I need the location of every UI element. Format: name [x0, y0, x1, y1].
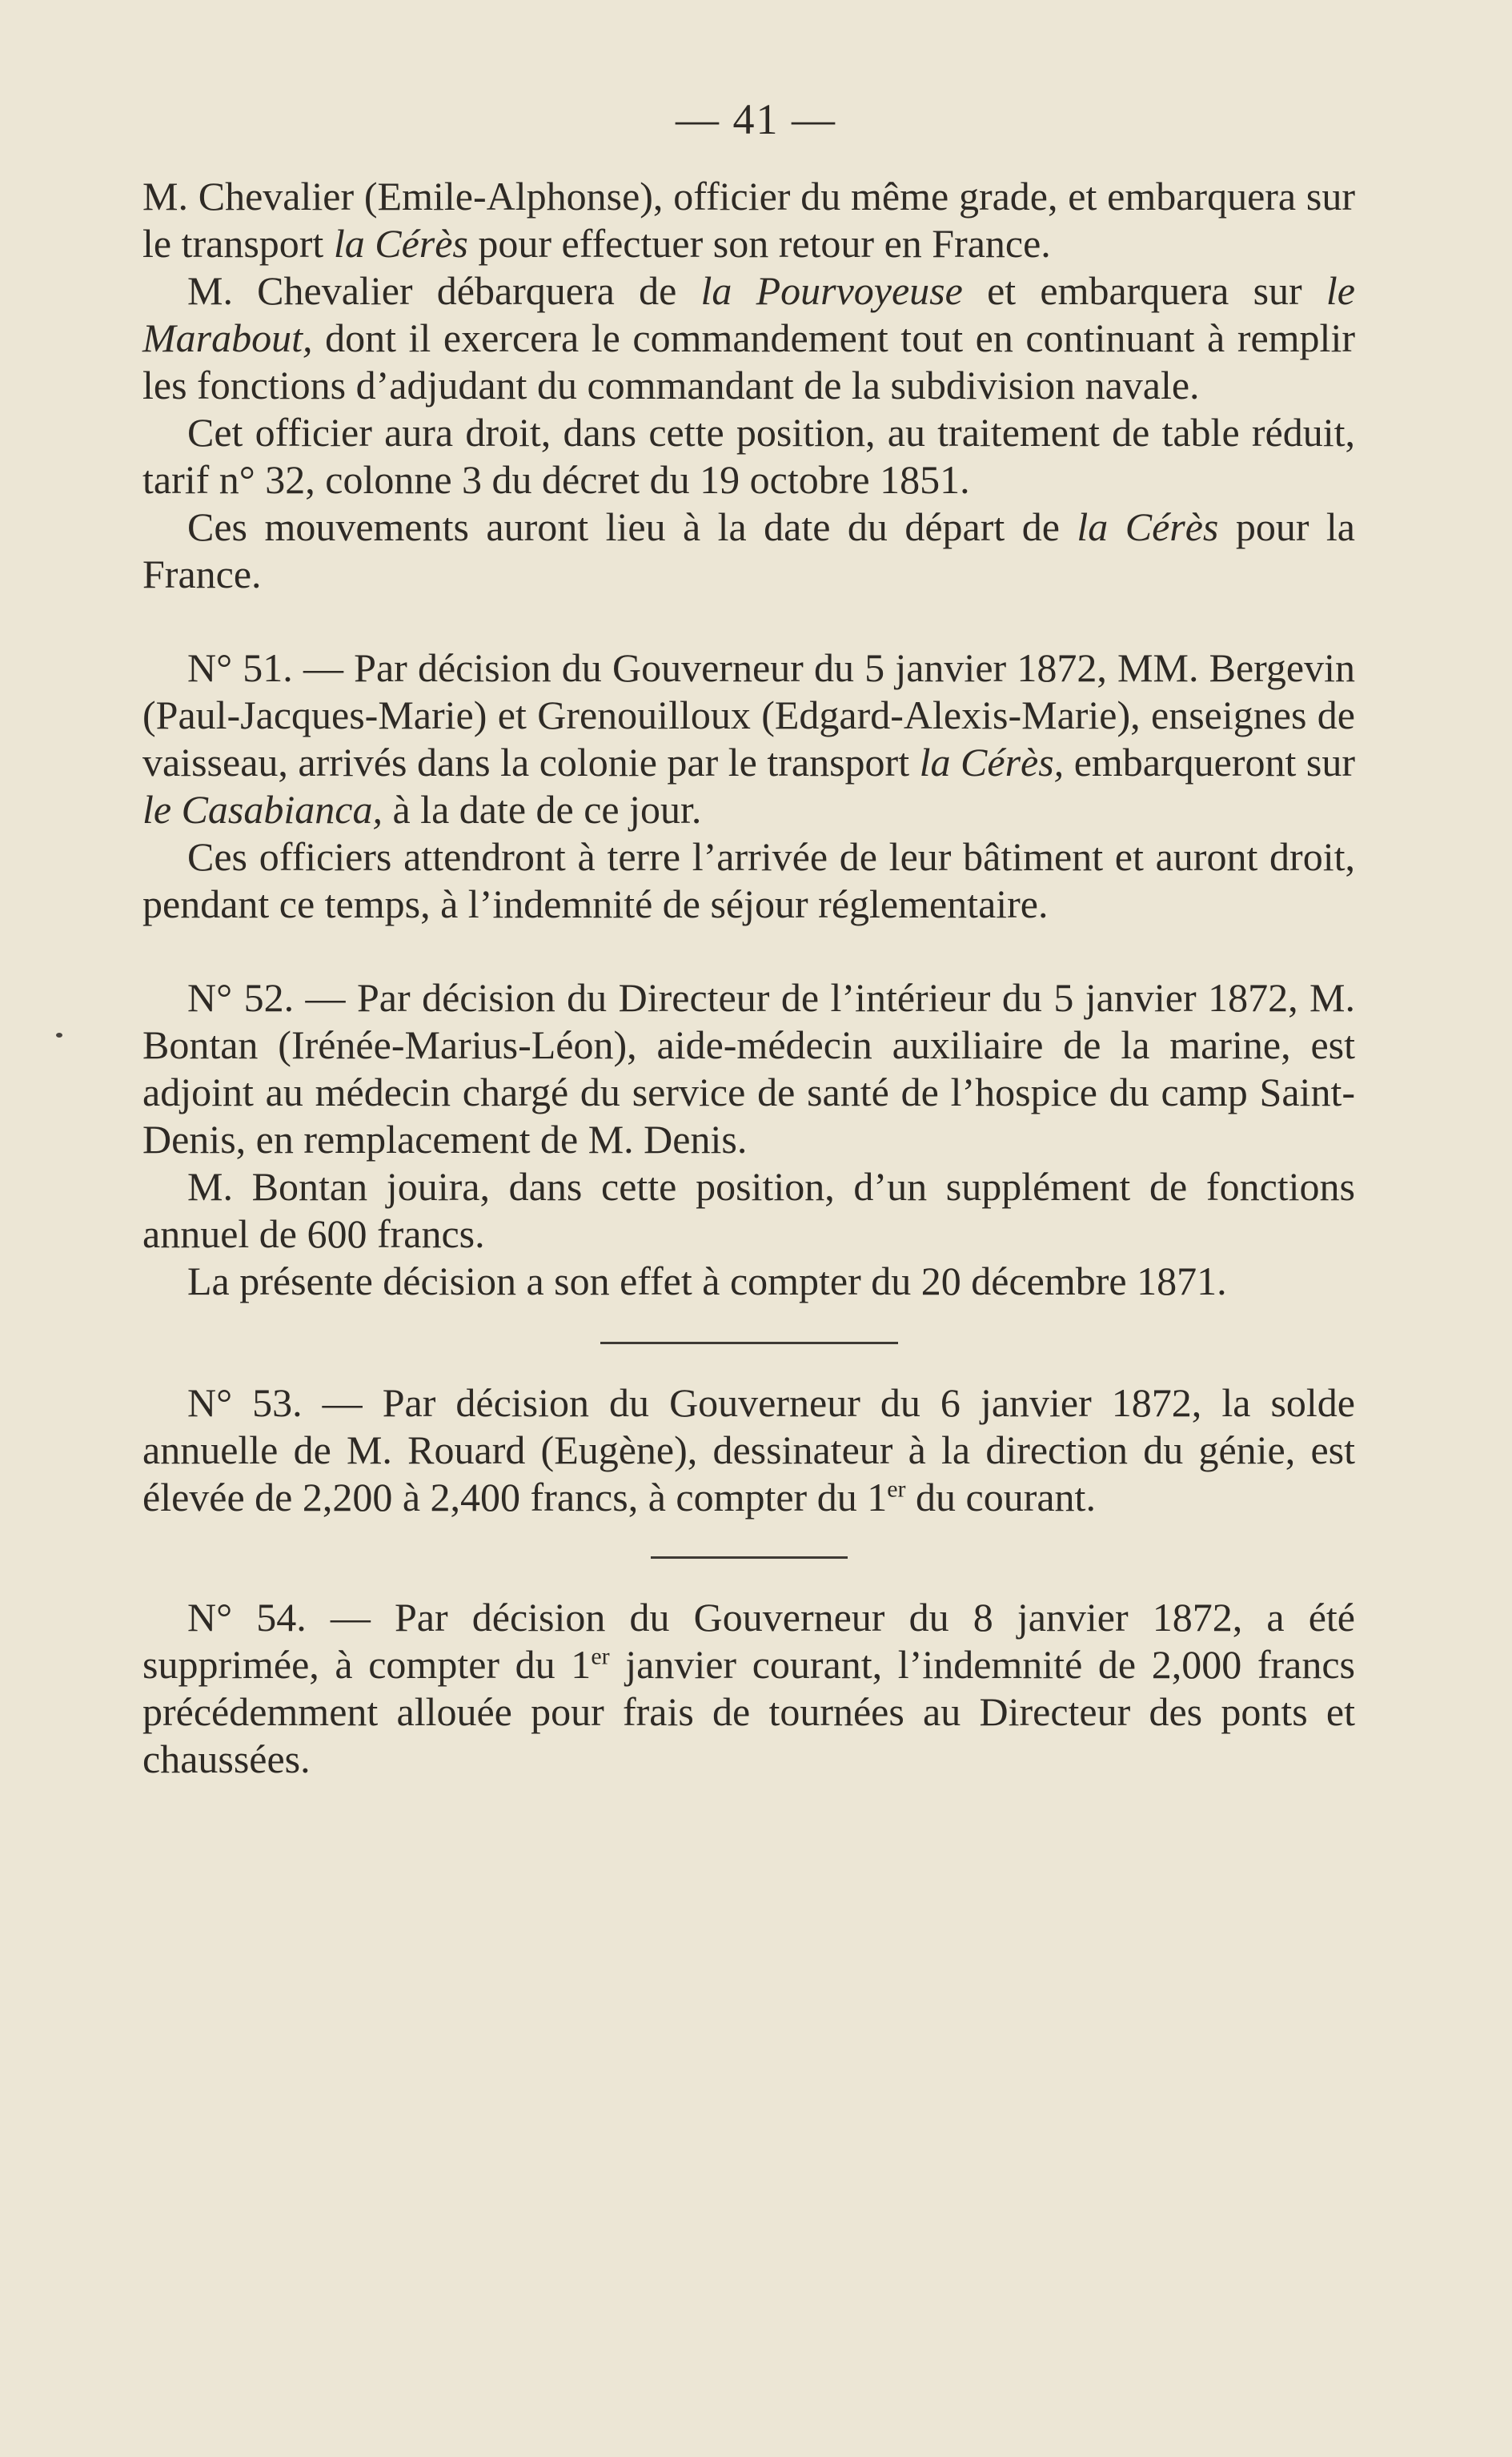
text-run: pour la France.	[142, 504, 1356, 596]
paragraph	[142, 267, 1355, 409]
italic-text: la Pourvoyeuse	[700, 268, 963, 313]
paragraph	[142, 409, 1355, 504]
text-run: M. Bontan jouira, dans cette position, d’un supplément de fonctions annuel de 600 francs.	[142, 1164, 1355, 1256]
italic-text: la Cérès,	[919, 740, 1065, 785]
superscript: er	[887, 1475, 906, 1503]
italic-text: le Casabianca,	[142, 787, 383, 832]
superscript: er	[591, 1643, 610, 1670]
text-run: janvier courant, l’indemnité de 2,000 francs précédemment allouée pour frais de tournées au Directeur des ponts et chaussées.	[142, 1642, 1355, 1781]
text-run: embarqueront sur	[1064, 740, 1355, 785]
paragraph	[142, 173, 1355, 267]
paragraph	[142, 1594, 1355, 1783]
paragraph	[142, 644, 1355, 833]
italic-text: le Marabout,	[142, 268, 1355, 360]
text-run: M. Chevalier (Emile-Alphonse), officier du même grade, et embarquera sur le transport	[142, 174, 1355, 266]
text-run: Cet officier aura droit, dans cette position, au traitement de table réduit, tarif n° 32, colonne 3 du décret du 19 octobre 1851.	[142, 410, 1355, 502]
paragraph	[142, 833, 1355, 928]
section-gap	[142, 928, 1355, 974]
paragraph	[142, 1379, 1355, 1521]
ink-spot	[56, 1033, 62, 1038]
text-run: N° 51. — Par décision du Gouverneur du 5 janvier 1872, MM. Bergevin (Paul-Jacques-Marie) et Grenouilloux (Edgard-Alexis-Marie), enseignes de vaisseau, arrivés dans la colonie par le transport	[142, 645, 1355, 785]
italic-text: la Cérès	[333, 221, 468, 266]
body-text	[142, 173, 1355, 1783]
text-run: Ces mouvements auront lieu à la date du départ de	[187, 504, 1077, 549]
text-run: du courant.	[905, 1475, 1096, 1520]
text-run: N° 52. — Par décision du Directeur de l’intérieur du 5 janvier 1872, M. Bontan (Irénée-Marius-Léon), aide-médecin auxiliaire de la marine, est adjoint au médecin chargé du service de santé de l’hospice du camp Saint-Denis, en remplacement de M. Denis.	[142, 975, 1355, 1162]
text-run: à la date de ce jour.	[382, 787, 702, 832]
text-run: N° 54. — Par décision du Gouverneur du 8 janvier 1872, a été supprimée, à compter du 1	[142, 1595, 1355, 1687]
page-number: — 41 —	[676, 95, 836, 143]
text-run: Ces officiers attendront à terre l’arrivée de leur bâtiment et auront droit, pendant ce temps, à l’indemnité de séjour réglementaire.	[142, 834, 1355, 926]
separator-rule	[651, 1556, 848, 1559]
text-run: et embarquera sur	[962, 268, 1326, 313]
paragraph	[142, 1163, 1355, 1258]
text-run: dont il exercera le commandement tout en continuant à remplir les fonctions d’adjudant du commandant de la subdivision navale.	[142, 315, 1355, 407]
section-gap	[142, 598, 1355, 644]
text-run: M. Chevalier débarquera de	[187, 268, 701, 313]
text-run: N° 53. — Par décision du Gouverneur du 6 janvier 1872, la solde annuelle de M. Rouard (Eugène), dessinateur à la direction du génie, est élevée de 2,200 à 2,400 francs, à compter du 1	[142, 1380, 1355, 1520]
paragraph	[142, 974, 1355, 1163]
paragraph	[142, 504, 1355, 598]
separator-rule	[600, 1342, 898, 1344]
text-run: pour effectuer son retour en France.	[467, 221, 1051, 266]
italic-text: la Cérès	[1077, 504, 1219, 549]
paragraph	[142, 1258, 1355, 1305]
text-run: La présente décision a son effet à compter du 20 décembre 1871.	[187, 1259, 1227, 1303]
